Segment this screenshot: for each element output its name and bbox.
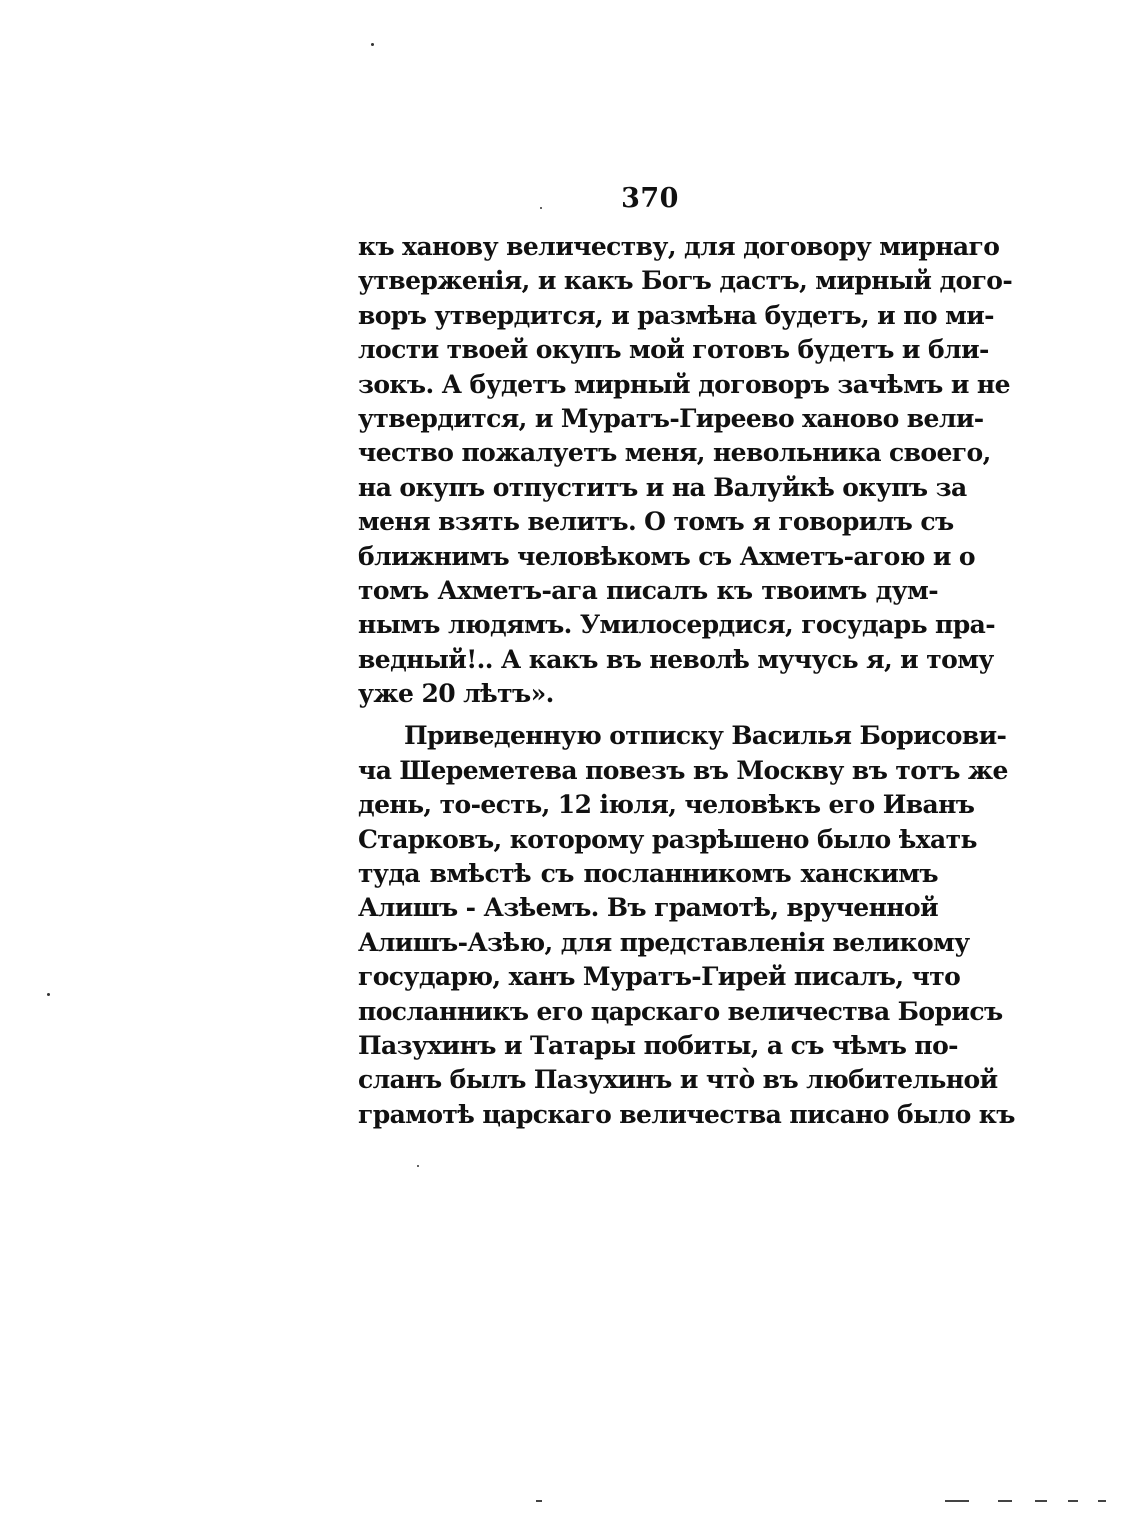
text-line: ближнимъ человѣкомъ съ Ахметъ-агою и о	[358, 541, 975, 571]
scan-speck	[417, 1165, 419, 1167]
scan-mark	[536, 1500, 542, 1502]
text-line: ча Шереметева повезъ въ Москву въ тотъ же	[358, 755, 1008, 785]
text-line: уже 20 лѣтъ».	[358, 679, 554, 709]
scan-speck	[371, 43, 374, 46]
scan-mark	[998, 1500, 1012, 1502]
text-line: чество пожалуетъ меня, невольника своего,	[358, 438, 991, 468]
page-number: 370	[621, 183, 679, 214]
text-line: сланъ былъ Пазухинъ и что̀ въ любительной	[358, 1065, 998, 1095]
text-line: грамотѣ царскаго величества писано было къ	[358, 1099, 1015, 1129]
text-line: Старковъ, которому разрѣшено было ѣхать	[358, 824, 977, 854]
scan-mark	[1035, 1500, 1047, 1502]
paragraph-2	[358, 719, 1015, 1132]
text-line: ведный!.. А какъ въ неволѣ мучусь я, и тому	[358, 644, 994, 674]
text-line: день, то-есть, 12 іюля, человѣкъ его Иванъ	[358, 790, 975, 820]
text-line: къ ханову величеству, для договору мирнаго	[358, 232, 1000, 261]
text-line: нымъ людямъ. Умилосердися, государь пра-	[358, 610, 995, 640]
text-line: государю, ханъ Муратъ-Гирей писалъ, что	[358, 962, 961, 992]
text-line: на окупъ отпуститъ и на Валуйкѣ окупъ за	[358, 472, 967, 502]
body-text	[358, 230, 1015, 1132]
text-line: Пазухинъ и Татары побиты, а съ чѣмъ по-	[358, 1030, 958, 1060]
scan-speck	[47, 993, 50, 996]
scan-speck	[540, 207, 542, 209]
text-line: воръ утвердится, и размѣна будетъ, и по ми-	[358, 300, 994, 330]
paragraph-gap	[358, 711, 938, 719]
scan-mark	[1068, 1500, 1078, 1502]
paragraph-1	[358, 230, 1013, 711]
text-line: утверженія, и какъ Богъ дастъ, мирный дого-	[358, 266, 1013, 296]
text-line: Алишъ - Азѣемъ. Въ грамотѣ, врученной	[358, 893, 939, 923]
text-line: томъ Ахметъ-ага писалъ къ твоимъ дум-	[358, 575, 938, 605]
text-line: Приведенную отписку Василья Борисови-	[404, 721, 1007, 751]
text-line: меня взять велитъ. О томъ я говорилъ съ	[358, 507, 954, 537]
scan-mark	[945, 1500, 969, 1502]
text-line: туда вмѣстѣ съ посланникомъ ханскимъ	[358, 859, 938, 889]
text-line: зокъ. А будетъ мирный договоръ зачѣмъ и не	[358, 369, 1010, 399]
text-line: утвердится, и Муратъ-Гиреево ханово вели-	[358, 403, 984, 433]
text-line: посланникъ его царскаго величества Борисъ	[358, 996, 1003, 1026]
scan-mark	[1098, 1500, 1106, 1502]
text-line: лости твоей окупъ мой готовъ будетъ и бли-	[358, 335, 989, 365]
text-line: Алишъ-Азѣю, для представленія великому	[358, 927, 970, 957]
